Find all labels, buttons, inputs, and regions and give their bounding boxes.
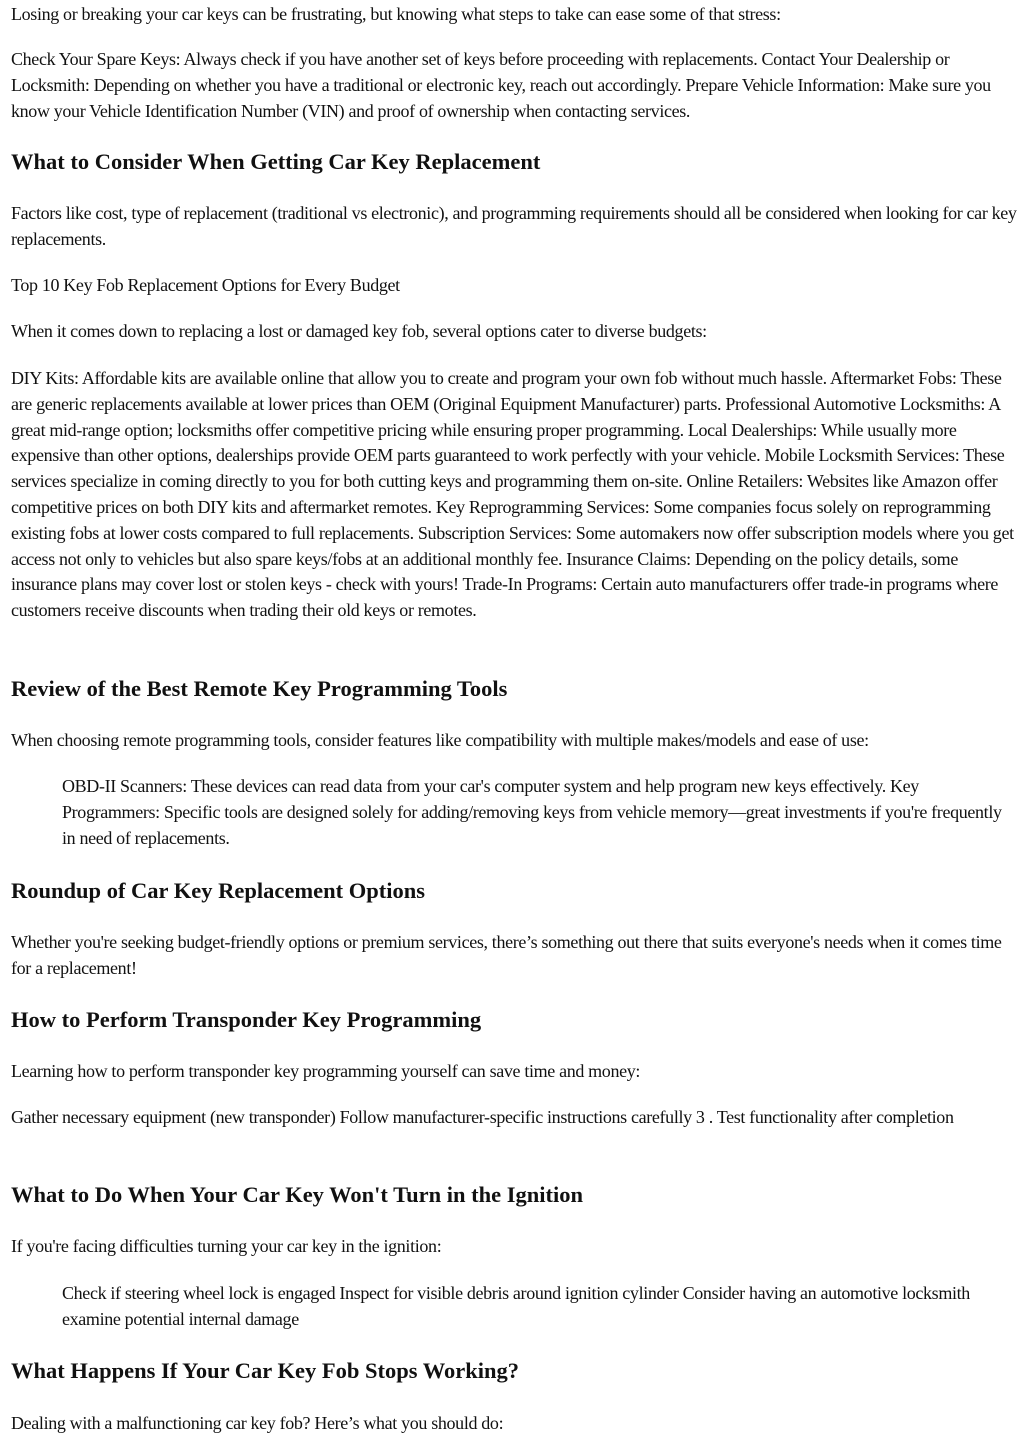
transponder-intro-paragraph: Learning how to perform transponder key programming yourself can save time and money: [11,1061,641,1081]
transponder-steps-paragraph: Gather necessary equipment (new transponder) Follow manufacturer-specific instructions carefully 3 . Test functionality after completion [11,1107,954,1127]
factors-paragraph: Factors like cost, type of replacement (traditional vs electronic), and programming requirements should all be considered when looking for car key replacements. [11,203,1017,249]
ignition-intro-paragraph: If you're facing difficulties turning your car key in the ignition: [11,1236,442,1256]
section-heading-transponder: How to Perform Transponder Key Programming [11,1007,482,1032]
tools-intro-paragraph: When choosing remote programming tools, consider features like compatibility with multiple makes/models and ease of use: [11,730,869,750]
section-heading-roundup: Roundup of Car Key Replacement Options [11,878,425,903]
section-heading-fob: What Happens If Your Car Key Fob Stops Working? [11,1358,520,1383]
budgets-paragraph: When it comes down to replacing a lost or damaged key fob, several options cater to diverse budgets: [11,321,707,341]
section-heading-consider: What to Consider When Getting Car Key Replacement [11,149,541,174]
tools-indented-paragraph: OBD-II Scanners: These devices can read data from your car's computer system and help program new keys effectively. Key Programmers: Specific tools are designed solely for adding/removing keys from vehicle memory—great investments if you're frequently in need of replacements. [62,776,1002,848]
spare-keys-paragraph: Check Your Spare Keys: Always check if you have another set of keys before proceeding with replacements. Contact Your Dealership or Locksmith: Depending on whether you have a traditional or electronic key, reach out accordingly. Prepare Vehicle Information: Make sure you know your Vehicle Identification Number (VIN) and proof of ownership when contacting services. [11,49,991,121]
top-10-line: Top 10 Key Fob Replacement Options for Every Budget [11,275,400,295]
fob-intro-paragraph: Dealing with a malfunctioning car key fob? Here’s what you should do: [11,1413,504,1433]
intro-paragraph: Losing or breaking your car keys can be frustrating, but knowing what steps to take can ease some of that stress: [11,4,781,24]
roundup-paragraph: Whether you're seeking budget-friendly options or premium services, there’s something out there that suits everyone's needs when it comes time for a replacement! [11,932,1002,978]
ignition-indented-paragraph: Check if steering wheel lock is engaged Inspect for visible debris around ignition cylinder Consider having an automotive locksmith examine potential internal damage [62,1283,970,1329]
section-heading-tools: Review of the Best Remote Key Programming Tools [11,676,508,701]
options-paragraph: DIY Kits: Affordable kits are available online that allow you to create and program your own fob without much hassle. Aftermarket Fobs: These are generic replacements available at lower prices than OEM (Original Equipment Manufacturer) parts. Professional Automotive Locksmiths: A great mid-range option; locksmiths offer competitive pricing while ensuring proper programming. Local Dealerships: While usually more expensive than other options, dealerships provide OEM parts guaranteed to work perfectly with your vehicle. Mobile Locksmith Services: These services specialize in coming directly to you for both cutting keys and programming them on-site. Online Retailers: Websites like Amazon offer competitive prices on both DIY kits and aftermarket remotes. Key Reprogramming Services: Some companies focus solely on reprogramming existing fobs at lower costs compared to full replacements. Subscription Services: Some automakers now offer subscription models where you get access not only to vehicles but also spare keys/fobs at an additional monthly fee. Insurance Claims: Depending on the policy details, some insurance plans may cover lost or stolen keys - check with yours! Trade-In Programs: Certain auto manufacturers offer trade-in programs where customers receive discounts when trading their old keys or remotes. [11,368,1014,621]
section-heading-ignition: What to Do When Your Car Key Won't Turn in the Ignition [11,1182,584,1207]
